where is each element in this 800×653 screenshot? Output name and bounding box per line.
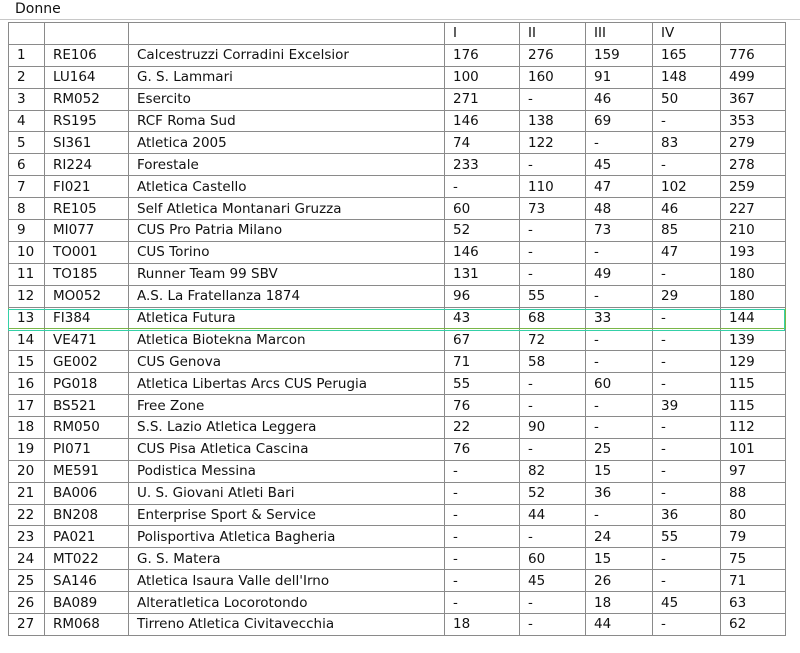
header-row — [9, 23, 786, 45]
cell-code: FI021 — [45, 176, 129, 198]
cell-round-4: 36 — [653, 504, 721, 526]
table-row — [9, 307, 786, 329]
cell-rank: 11 — [9, 263, 45, 285]
cell-round-4: 47 — [653, 241, 721, 263]
cell-rank: 19 — [9, 438, 45, 460]
cell-rank: 2 — [9, 66, 45, 88]
cell-round-1: 131 — [445, 263, 520, 285]
cell-round-3: 15 — [586, 548, 653, 570]
cell-round-2: 58 — [520, 351, 586, 373]
table-row — [9, 373, 786, 395]
header-cell-rank — [9, 23, 45, 45]
cell-round-1: 271 — [445, 88, 520, 110]
cell-round-1: - — [445, 460, 520, 482]
cell-round-2: - — [520, 395, 586, 417]
cell-round-3: 24 — [586, 526, 653, 548]
cell-round-2: 44 — [520, 504, 586, 526]
cell-team: A.S. La Fratellanza 1874 — [129, 285, 445, 307]
cell-round-3: 49 — [586, 263, 653, 285]
cell-round-4: 50 — [653, 88, 721, 110]
cell-total: 193 — [721, 241, 786, 263]
cell-total: 353 — [721, 110, 786, 132]
header-cell-code — [45, 23, 129, 45]
cell-round-4: - — [653, 438, 721, 460]
cell-code: RM050 — [45, 417, 129, 439]
cell-rank: 22 — [9, 504, 45, 526]
cell-round-4: - — [653, 482, 721, 504]
cell-round-4: - — [653, 351, 721, 373]
table-row — [9, 460, 786, 482]
cell-round-4: 55 — [653, 526, 721, 548]
cell-round-2: - — [520, 220, 586, 242]
cell-team: Atletica Isaura Valle dell'Irno — [129, 570, 445, 592]
cell-team: Self Atletica Montanari Gruzza — [129, 198, 445, 220]
cell-team: Free Zone — [129, 395, 445, 417]
table-row — [9, 154, 786, 176]
cell-rank: 24 — [9, 548, 45, 570]
cell-rank: 26 — [9, 592, 45, 614]
cell-code: RI224 — [45, 154, 129, 176]
cell-round-2: 90 — [520, 417, 586, 439]
cell-code: BN208 — [45, 504, 129, 526]
cell-round-4: - — [653, 548, 721, 570]
cell-code: MI077 — [45, 220, 129, 242]
cell-total: 180 — [721, 285, 786, 307]
cell-total: 776 — [721, 44, 786, 66]
cell-round-1: 18 — [445, 614, 520, 636]
cell-total: 499 — [721, 66, 786, 88]
cell-round-2: 110 — [520, 176, 586, 198]
cell-team: U. S. Giovani Atleti Bari — [129, 482, 445, 504]
cell-rank: 18 — [9, 417, 45, 439]
cell-round-2: - — [520, 373, 586, 395]
cell-code: SA146 — [45, 570, 129, 592]
cell-round-4: - — [653, 417, 721, 439]
cell-round-1: 76 — [445, 395, 520, 417]
cell-rank: 17 — [9, 395, 45, 417]
cell-round-2: 60 — [520, 548, 586, 570]
cell-total: 97 — [721, 460, 786, 482]
cell-code: TO001 — [45, 241, 129, 263]
cell-rank: 4 — [9, 110, 45, 132]
table-row — [9, 504, 786, 526]
cell-round-1: 52 — [445, 220, 520, 242]
cell-round-1: 233 — [445, 154, 520, 176]
cell-round-3: 33 — [586, 307, 653, 329]
cell-code: RE105 — [45, 198, 129, 220]
cell-rank: 1 — [9, 44, 45, 66]
cell-team: Forestale — [129, 154, 445, 176]
cell-round-3: 15 — [586, 460, 653, 482]
cell-code: RM052 — [45, 88, 129, 110]
cell-round-1: 67 — [445, 329, 520, 351]
header-cell-total — [721, 23, 786, 45]
cell-round-1: - — [445, 176, 520, 198]
cell-code: RS195 — [45, 110, 129, 132]
cell-round-2: 55 — [520, 285, 586, 307]
cell-rank: 25 — [9, 570, 45, 592]
cell-round-1: - — [445, 482, 520, 504]
cell-round-2: - — [520, 592, 586, 614]
cell-round-1: 74 — [445, 132, 520, 154]
cell-round-2: 122 — [520, 132, 586, 154]
table-row — [9, 351, 786, 373]
cell-round-4: 165 — [653, 44, 721, 66]
cell-total: 180 — [721, 263, 786, 285]
table-row — [9, 263, 786, 285]
cell-round-4: - — [653, 329, 721, 351]
cell-round-3: - — [586, 132, 653, 154]
cell-total: 115 — [721, 373, 786, 395]
cell-team: Runner Team 99 SBV — [129, 263, 445, 285]
cell-total: 144 — [721, 307, 786, 329]
header-cell-team — [129, 23, 445, 45]
cell-round-1: - — [445, 592, 520, 614]
table-row — [9, 132, 786, 154]
cell-team: Tirreno Atletica Civitavecchia — [129, 614, 445, 636]
cell-round-2: - — [520, 438, 586, 460]
cell-total: 115 — [721, 395, 786, 417]
cell-total: 101 — [721, 438, 786, 460]
cell-total: 279 — [721, 132, 786, 154]
cell-round-3: - — [586, 351, 653, 373]
table-row — [9, 285, 786, 307]
header-cell-round-2: II — [520, 23, 586, 45]
cell-team: CUS Pro Patria Milano — [129, 220, 445, 242]
cell-code: TO185 — [45, 263, 129, 285]
cell-round-4: - — [653, 263, 721, 285]
cell-round-1: - — [445, 504, 520, 526]
standings-table — [8, 22, 786, 636]
cell-rank: 27 — [9, 614, 45, 636]
cell-total: 88 — [721, 482, 786, 504]
cell-round-1: 22 — [445, 417, 520, 439]
cell-round-2: - — [520, 614, 586, 636]
cell-round-3: 45 — [586, 154, 653, 176]
table-row — [9, 417, 786, 439]
cell-round-1: 55 — [445, 373, 520, 395]
cell-round-1: 76 — [445, 438, 520, 460]
table-row — [9, 66, 786, 88]
cell-rank: 10 — [9, 241, 45, 263]
cell-rank: 14 — [9, 329, 45, 351]
cell-total: 278 — [721, 154, 786, 176]
cell-round-3: - — [586, 285, 653, 307]
cell-total: 62 — [721, 614, 786, 636]
table-row — [9, 438, 786, 460]
cell-round-4: 102 — [653, 176, 721, 198]
cell-round-3: 48 — [586, 198, 653, 220]
cell-round-3: 44 — [586, 614, 653, 636]
cell-team: Atletica Libertas Arcs CUS Perugia — [129, 373, 445, 395]
cell-round-2: 73 — [520, 198, 586, 220]
cell-total: 259 — [721, 176, 786, 198]
cell-round-4: 39 — [653, 395, 721, 417]
cell-round-1: 60 — [445, 198, 520, 220]
cell-round-1: 43 — [445, 307, 520, 329]
cell-code: MT022 — [45, 548, 129, 570]
cell-round-4: - — [653, 307, 721, 329]
cell-round-4: 148 — [653, 66, 721, 88]
cell-round-4: - — [653, 154, 721, 176]
cell-round-3: - — [586, 241, 653, 263]
cell-round-2: 276 — [520, 44, 586, 66]
table-row — [9, 570, 786, 592]
cell-round-3: - — [586, 329, 653, 351]
cell-round-1: 146 — [445, 110, 520, 132]
cell-total: 139 — [721, 329, 786, 351]
cell-team: Esercito — [129, 88, 445, 110]
cell-round-1: - — [445, 526, 520, 548]
cell-team: Atletica Futura — [129, 307, 445, 329]
cell-team: Podistica Messina — [129, 460, 445, 482]
cell-round-4: 29 — [653, 285, 721, 307]
cell-total: 210 — [721, 220, 786, 242]
cell-rank: 6 — [9, 154, 45, 176]
top-divider — [0, 19, 800, 20]
cell-rank: 23 — [9, 526, 45, 548]
cell-round-2: - — [520, 88, 586, 110]
cell-total: 71 — [721, 570, 786, 592]
cell-code: LU164 — [45, 66, 129, 88]
cell-rank: 5 — [9, 132, 45, 154]
cell-round-1: 146 — [445, 241, 520, 263]
cell-team: RCF Roma Sud — [129, 110, 445, 132]
cell-round-2: - — [520, 526, 586, 548]
cell-team: CUS Torino — [129, 241, 445, 263]
cell-team: Alteratletica Locorotondo — [129, 592, 445, 614]
cell-round-2: 72 — [520, 329, 586, 351]
cell-round-3: 73 — [586, 220, 653, 242]
table-row — [9, 241, 786, 263]
cell-code: MO052 — [45, 285, 129, 307]
cell-team: S.S. Lazio Atletica Leggera — [129, 417, 445, 439]
cell-round-1: - — [445, 548, 520, 570]
table-row — [9, 329, 786, 351]
cell-round-2: 160 — [520, 66, 586, 88]
cell-rank: 13 — [9, 307, 45, 329]
table-caption: Donne — [15, 1, 61, 17]
table-row — [9, 526, 786, 548]
cell-round-4: - — [653, 614, 721, 636]
cell-total: 63 — [721, 592, 786, 614]
cell-code: PA021 — [45, 526, 129, 548]
table-row — [9, 482, 786, 504]
cell-round-1: - — [445, 570, 520, 592]
cell-rank: 7 — [9, 176, 45, 198]
cell-round-3: 18 — [586, 592, 653, 614]
cell-code: RM068 — [45, 614, 129, 636]
table-row — [9, 592, 786, 614]
cell-rank: 16 — [9, 373, 45, 395]
cell-round-2: - — [520, 154, 586, 176]
cell-round-4: 85 — [653, 220, 721, 242]
table-row — [9, 220, 786, 242]
cell-total: 79 — [721, 526, 786, 548]
cell-total: 112 — [721, 417, 786, 439]
cell-team: CUS Genova — [129, 351, 445, 373]
table-row — [9, 548, 786, 570]
cell-round-1: 100 — [445, 66, 520, 88]
cell-round-2: 138 — [520, 110, 586, 132]
cell-code: BA006 — [45, 482, 129, 504]
cell-team: Enterprise Sport & Service — [129, 504, 445, 526]
cell-team: Atletica 2005 — [129, 132, 445, 154]
cell-round-3: - — [586, 417, 653, 439]
cell-round-3: 26 — [586, 570, 653, 592]
cell-code: ME591 — [45, 460, 129, 482]
cell-round-2: 82 — [520, 460, 586, 482]
cell-team: G. S. Lammari — [129, 66, 445, 88]
cell-team: CUS Pisa Atletica Cascina — [129, 438, 445, 460]
cell-rank: 12 — [9, 285, 45, 307]
header-cell-round-3: III — [586, 23, 653, 45]
cell-rank: 8 — [9, 198, 45, 220]
cell-round-4: 46 — [653, 198, 721, 220]
table-row — [9, 110, 786, 132]
cell-round-2: - — [520, 241, 586, 263]
cell-team: Polisportiva Atletica Bagheria — [129, 526, 445, 548]
cell-round-2: 68 — [520, 307, 586, 329]
cell-round-1: 71 — [445, 351, 520, 373]
table-row — [9, 395, 786, 417]
cell-team: Atletica Castello — [129, 176, 445, 198]
cell-code: RE106 — [45, 44, 129, 66]
cell-round-2: 52 — [520, 482, 586, 504]
cell-rank: 20 — [9, 460, 45, 482]
cell-round-4: - — [653, 373, 721, 395]
header-cell-round-4: IV — [653, 23, 721, 45]
cell-round-3: - — [586, 395, 653, 417]
cell-total: 129 — [721, 351, 786, 373]
cell-code: FI384 — [45, 307, 129, 329]
cell-rank: 9 — [9, 220, 45, 242]
cell-team: G. S. Matera — [129, 548, 445, 570]
cell-round-3: 25 — [586, 438, 653, 460]
cell-rank: 3 — [9, 88, 45, 110]
cell-code: PG018 — [45, 373, 129, 395]
cell-rank: 15 — [9, 351, 45, 373]
cell-round-3: 159 — [586, 44, 653, 66]
cell-round-3: 69 — [586, 110, 653, 132]
cell-round-3: 60 — [586, 373, 653, 395]
cell-round-3: 46 — [586, 88, 653, 110]
table-row — [9, 176, 786, 198]
cell-round-2: - — [520, 263, 586, 285]
cell-code: SI361 — [45, 132, 129, 154]
cell-code: BS521 — [45, 395, 129, 417]
cell-team: Atletica Biotekna Marcon — [129, 329, 445, 351]
cell-round-4: - — [653, 570, 721, 592]
cell-round-3: - — [586, 504, 653, 526]
cell-round-4: 45 — [653, 592, 721, 614]
cell-round-2: 45 — [520, 570, 586, 592]
cell-total: 75 — [721, 548, 786, 570]
table-body — [9, 23, 786, 636]
cell-round-4: - — [653, 460, 721, 482]
cell-total: 227 — [721, 198, 786, 220]
cell-round-4: - — [653, 110, 721, 132]
table-row — [9, 88, 786, 110]
cell-code: BA089 — [45, 592, 129, 614]
cell-code: VE471 — [45, 329, 129, 351]
table-row — [9, 614, 786, 636]
cell-team: Calcestruzzi Corradini Excelsior — [129, 44, 445, 66]
cell-code: GE002 — [45, 351, 129, 373]
cell-code: PI071 — [45, 438, 129, 460]
cell-round-3: 47 — [586, 176, 653, 198]
cell-round-3: 36 — [586, 482, 653, 504]
cell-round-1: 96 — [445, 285, 520, 307]
cell-round-3: 91 — [586, 66, 653, 88]
table-row — [9, 198, 786, 220]
cell-total: 80 — [721, 504, 786, 526]
cell-total: 367 — [721, 88, 786, 110]
cell-rank: 21 — [9, 482, 45, 504]
table-row — [9, 44, 786, 66]
header-cell-round-1: I — [445, 23, 520, 45]
cell-round-4: 83 — [653, 132, 721, 154]
cell-round-1: 176 — [445, 44, 520, 66]
